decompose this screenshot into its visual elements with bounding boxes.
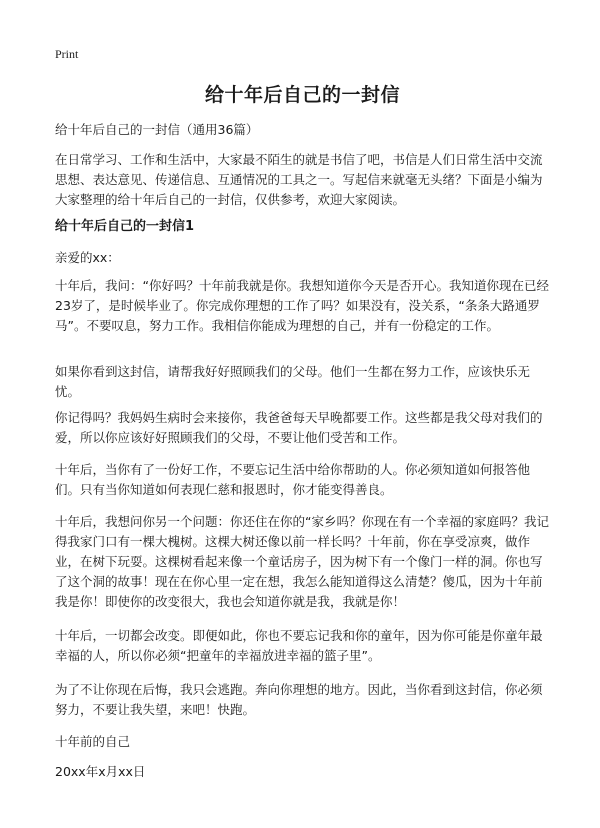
letter-paragraph-2: 如果你看到这封信，请帮我好好照顾我们的父母。他们一生都在努力工作，应该快乐无忧。 <box>55 364 531 399</box>
letter-paragraph-4: 十年后，当你有了一份好工作，不要忘记生活中给你帮助的人。你必须知道如何报答他们。只有当你知道如何表现仁慈和报恩时，你才能变得善良。 <box>55 462 531 497</box>
letter-paragraph-1: 十年后，我问：“你好吗？十年前我就是你。我想知道你今天是否开心。我知道你现在已经23岁了，是时候毕业了。你完成你理想的工作了吗？如果没有，没关系，“条条大路通罗马”。不要叹息，努力工作。我相信你能成为理想的自己，并有一份稳定的工作。 <box>55 278 549 333</box>
letter-paragraph-6: 十年后，一切都会改变。即便如此，你也不要忘记我和你的童年，因为你可能是你童年最幸福的人，所以你必须“把童年的幸福放进幸福的篮子里”。 <box>55 628 543 663</box>
letter-paragraph-5: 十年后，我想问你另一个问题：你还住在你的“家乡吗？你现在有一个幸福的家庭吗？我记得我家门口有一棵大槐树。这棵大树还像以前一样长吗？十年前，你在享受凉爽，做作业，在树下玩耍。这棵树看起来像一个童话房子，因为树下有一个像门一样的洞。你也写了这个洞的故事！现在在你心里一定在想，我怎么能知道得这么清楚？傻瓜，因为十年前我是你！即使你的改变很大，我也会知道你就是我，我就是你！ <box>55 514 549 609</box>
subtitle: 给十年后自己的一封信（通用36篇） <box>55 122 259 137</box>
section-heading: 给十年后自己的一封信1 <box>55 219 195 234</box>
letter-paragraph-3: 你记得吗？我妈妈生病时会来接你，我爸爸每天早晚都要工作。这些都是我父母对我们的爱，所以你应该好好照顾我们的父母，不要让他们受苦和工作。 <box>55 410 543 445</box>
intro-paragraph: 在日常学习、工作和生活中，大家最不陌生的就是书信了吧，书信是人们日常生活中交流思想、表达意见、传递信息、互通情况的工具之一。写起信来就毫无头绪？下面是小编为大家整理的给十年后自己的一封信，仅供参考，欢迎大家阅读。 <box>55 152 543 207</box>
letter-paragraph-7: 为了不让你现在后悔，我只会逃跑。奔向你理想的地方。因此，当你看到这封信，你必须努力，不要让我失望，来吧！快跑。 <box>55 682 543 717</box>
salutation: 亲爱的xx： <box>55 250 120 265</box>
print-label[interactable]: Print <box>55 47 79 61</box>
date: 20xx年x月xx日 <box>55 764 146 779</box>
signature: 十年前的自己 <box>55 734 131 749</box>
page-title: 给十年后自己的一封信 <box>204 84 400 106</box>
